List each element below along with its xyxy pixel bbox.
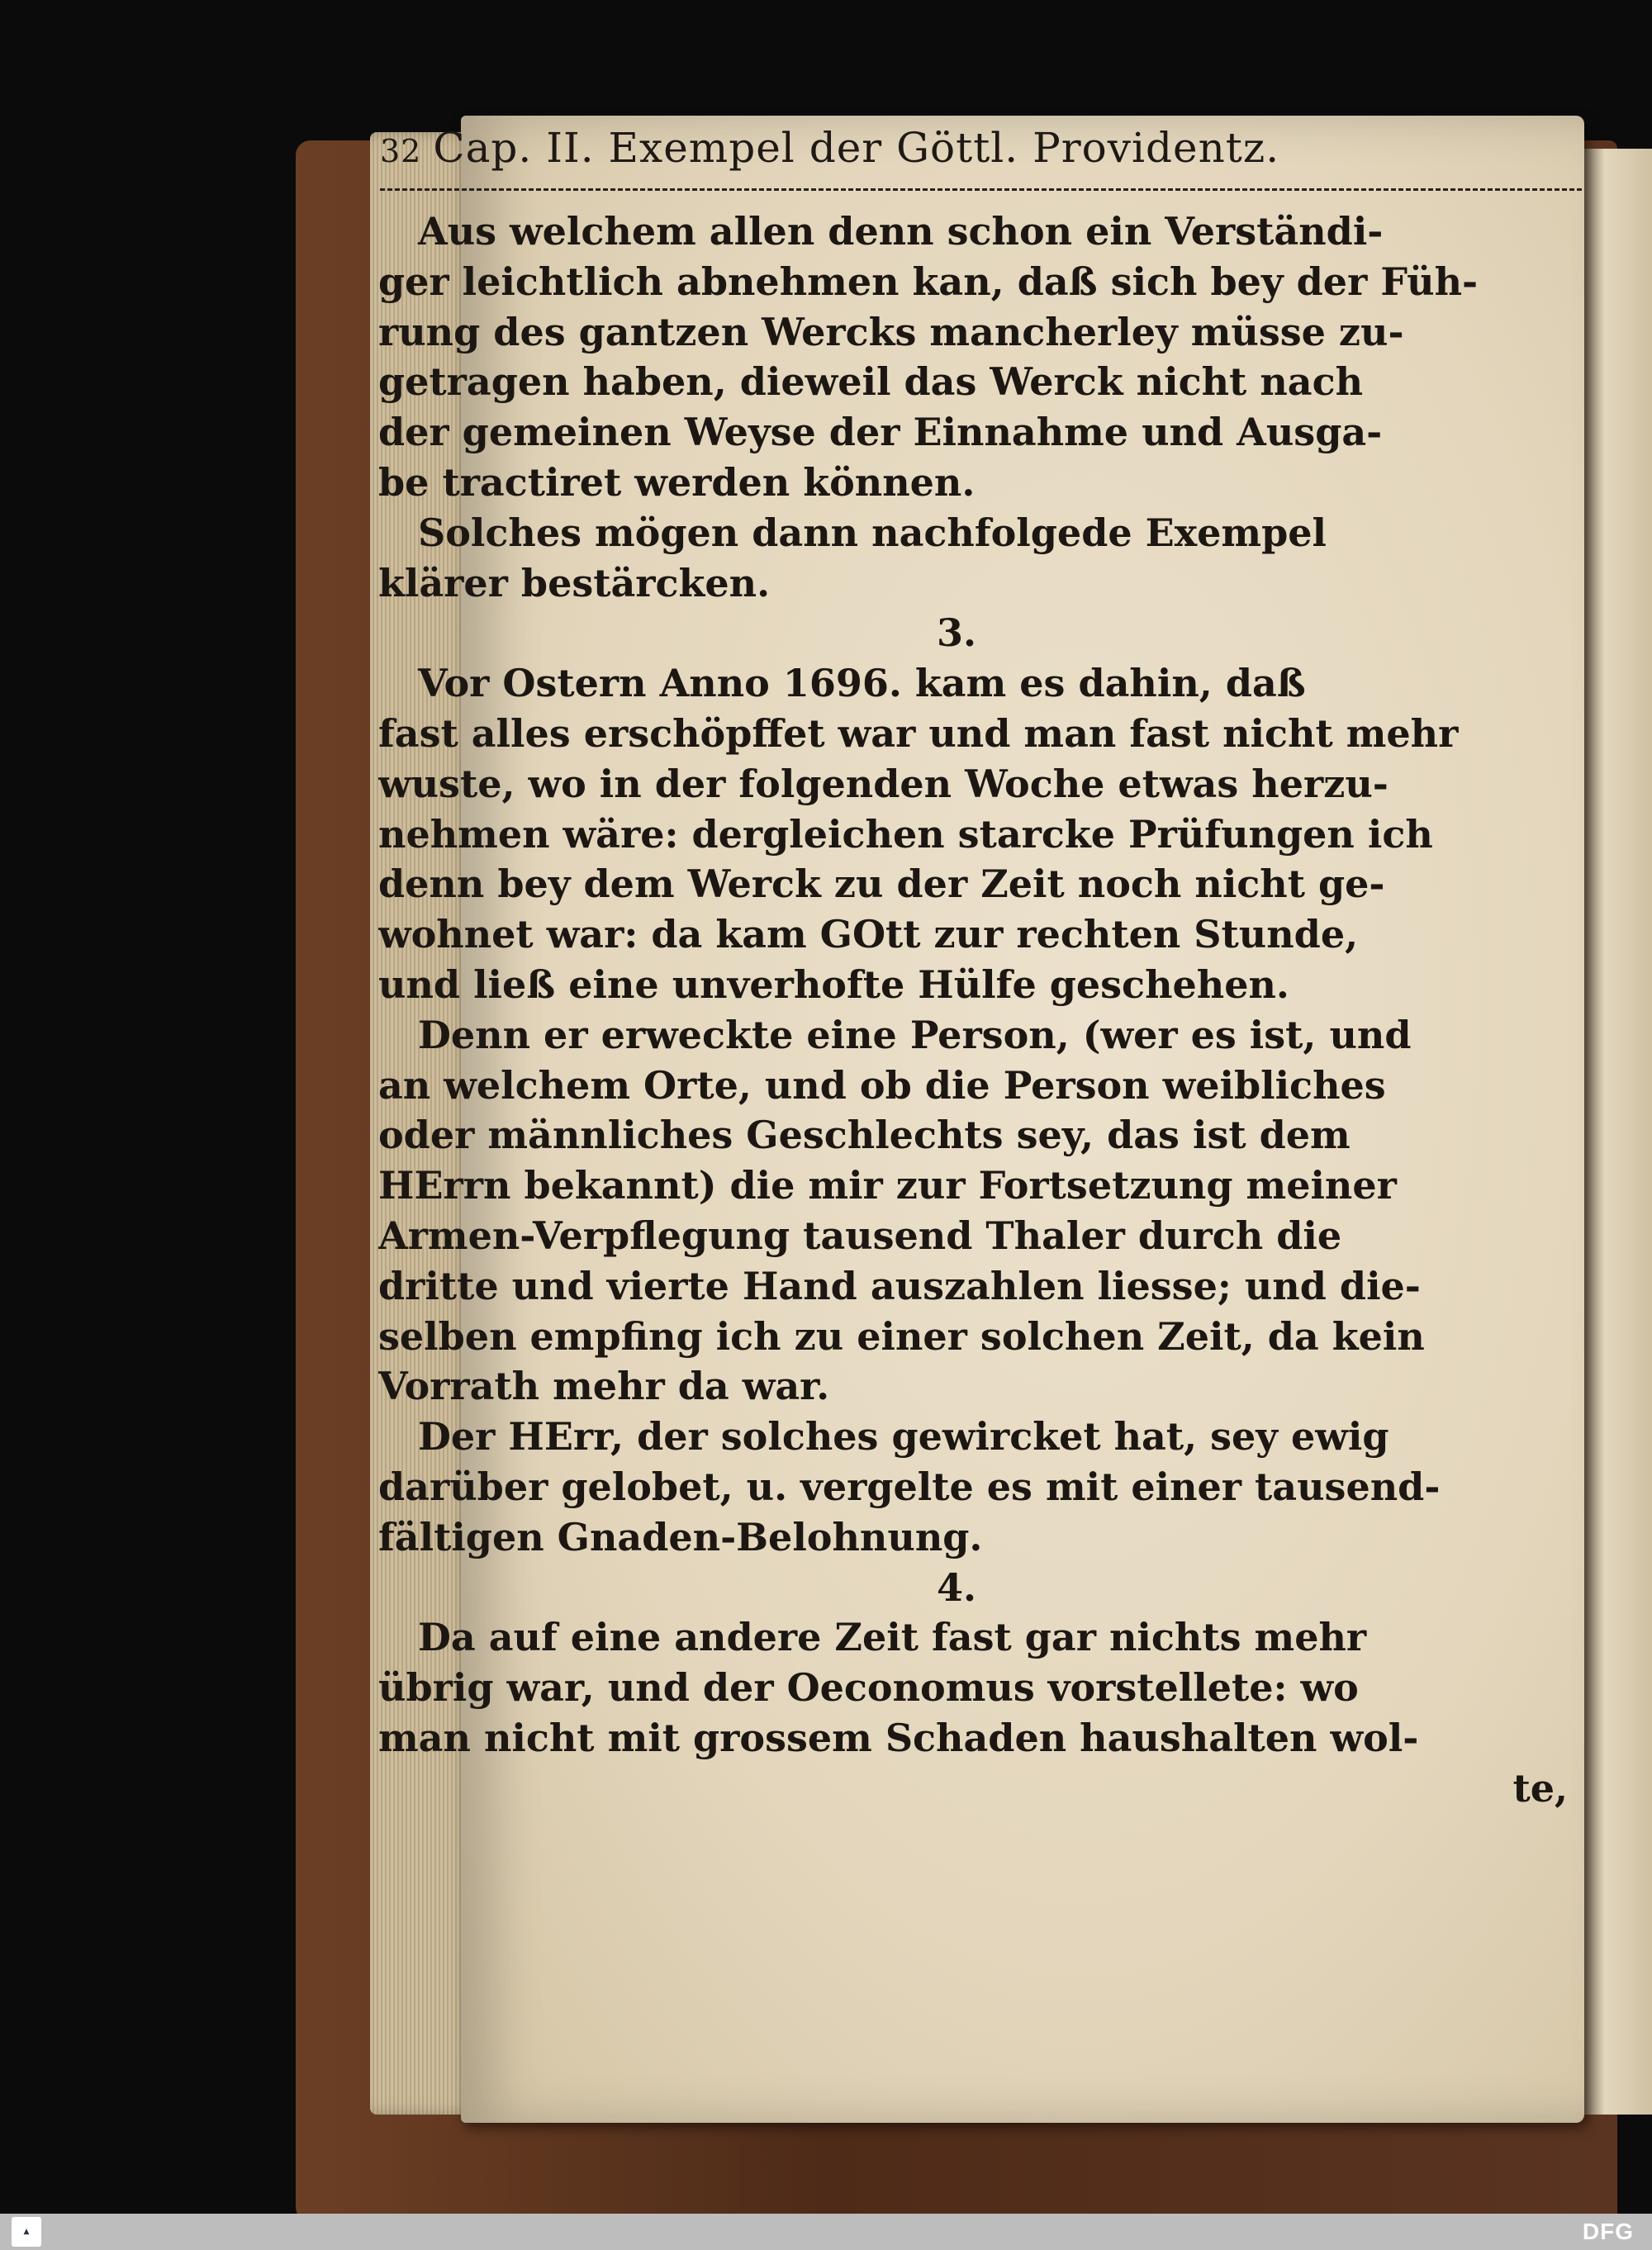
library-logo-icon: ▲ [12, 2217, 41, 2247]
text-line: Vorrath mehr da war. [378, 1364, 830, 1409]
text-line: übrig war, und der Oeconomus vorstellete: wo [378, 1665, 1359, 1711]
text-line: Da auf eine andere Zeit fast gar nichts mehr [418, 1615, 1367, 1660]
catchword: te, [1512, 1765, 1568, 1811]
text-line: Solches mögen dann nachfolgede Exempel [418, 510, 1327, 555]
text-line: und ließ eine unverhofte Hülfe geschehen. [378, 961, 1289, 1007]
section-number: 3. [936, 610, 977, 656]
text-line: Vor Ostern Anno 1696. kam es dahin, daß [418, 661, 1306, 706]
text-line: be tractiret werden können. [378, 459, 976, 505]
text-line: Der HErr, der solches gewircket hat, sey ewig [418, 1414, 1389, 1460]
text-line: Aus welchem allen denn schon ein Verständi- [418, 209, 1384, 254]
page-number: 32 [380, 133, 422, 169]
text-line: ger leichtlich abnehmen kan, daß sich bey der Füh- [378, 259, 1479, 304]
header-rule [380, 188, 1582, 191]
text-line: HErrn bekannt) die mir zur Fortsetzung meiner [378, 1163, 1397, 1208]
facing-page-edge [1584, 149, 1652, 2115]
text-line: fast alles erschöpffet war und man fast nicht mehr [378, 710, 1459, 756]
text-line: der gemeinen Weyse der Einnahme und Ausga- [378, 410, 1383, 455]
text-line: Denn er erweckte eine Person, (wer es ist, und [418, 1012, 1412, 1057]
text-line: oder männliches Geschlechts sey, das ist dem [378, 1113, 1351, 1158]
chapter-title: Cap. II. Exempel der Göttl. Providentz. [433, 124, 1280, 172]
section-number: 4. [936, 1564, 977, 1610]
text-line: rung des gantzen Wercks mancherley müsse zu- [378, 309, 1404, 354]
text-line: wohnet war: da kam GOtt zur rechten Stunde, [378, 912, 1359, 957]
text-line: nehmen wäre: dergleichen starcke Prüfungen ich [378, 811, 1433, 857]
page-text [378, 206, 1584, 1814]
text-line: darüber gelobet, u. vergelte es mit einer tausend- [378, 1464, 1441, 1509]
text-line: wuste, wo in der folgenden Woche etwas herzu- [378, 761, 1389, 806]
text-line: getragen haben, dieweil das Werck nicht nach [378, 359, 1364, 405]
text-line: dritte und vierte Hand auszahlen liesse; und die- [378, 1263, 1421, 1308]
text-line: denn bey dem Werck zu der Zeit noch nicht ge- [378, 862, 1385, 907]
dfg-logo: DFG [1582, 2219, 1634, 2244]
text-line: Armen-Verpflegung tausend Thaler durch die [378, 1213, 1342, 1258]
text-line: man nicht mit grossem Schaden haushalten wol- [378, 1715, 1419, 1760]
text-line: klärer bestärcken. [378, 560, 771, 605]
text-line: fältigen Gnaden-Belohnung. [378, 1514, 983, 1559]
text-line: selben empfing ich zu einer solchen Zeit, da kein [378, 1313, 1425, 1359]
text-line: an welchem Orte, und ob die Person weibliches [378, 1062, 1386, 1108]
running-head [380, 124, 1586, 172]
viewer-footer [0, 2214, 1652, 2250]
